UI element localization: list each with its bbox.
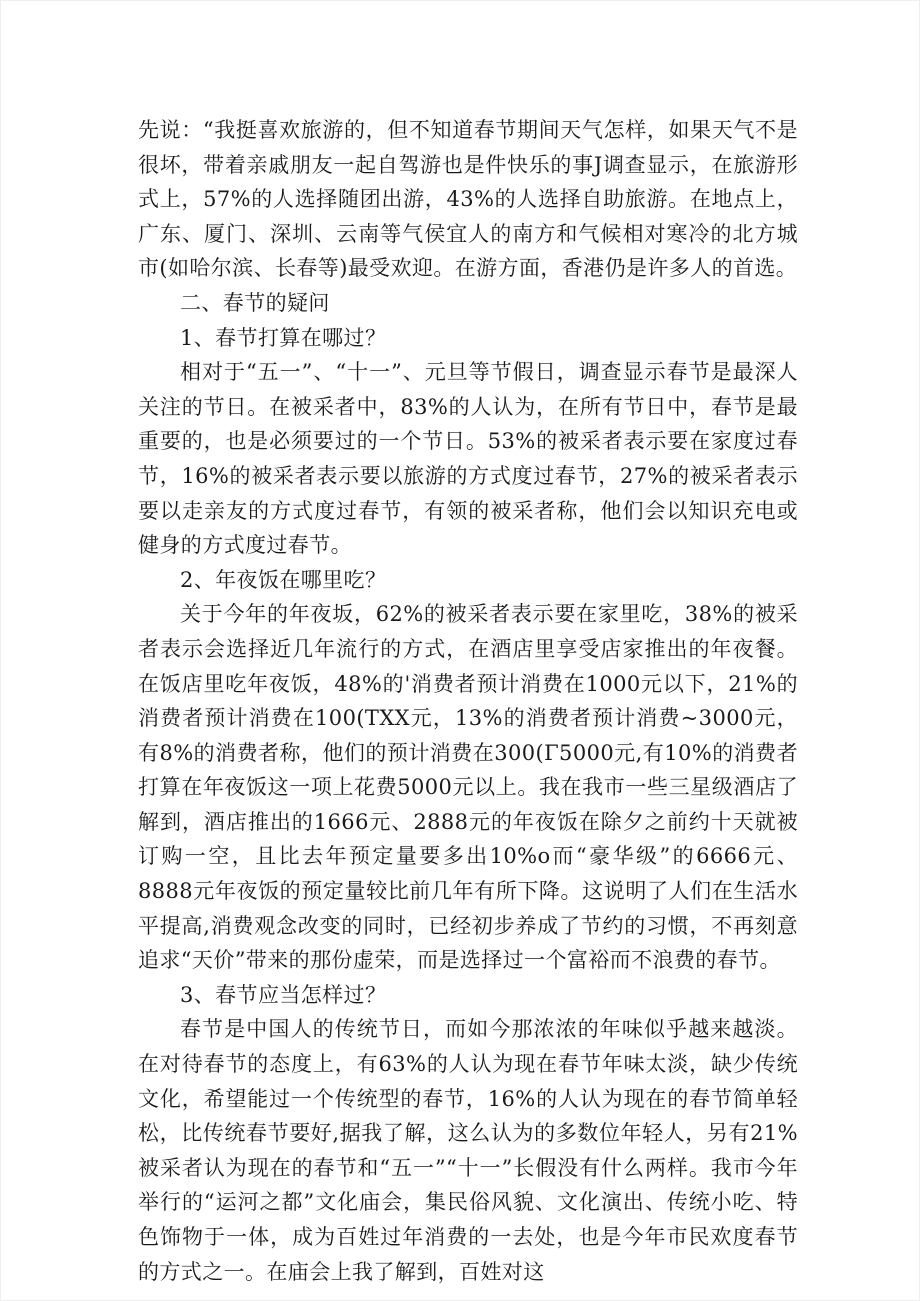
paragraph-travel-intro: 先说：“我挺喜欢旅游的，但不知道春节期间天气怎样，如果天气不是很坏，带着亲戚朋友一起自驾游也是件快乐的事J调查显示，在旅游形式上，57%的人选择随团出游，43%的人选择自助旅游。在地点上，广东、厦门、深圳、云南等气侯宜人的南方和气候相对寒冷的北方城市(如哈尔滨、长春等)最受欢迎。在游方面，香港仍是许多人的首选。 <box>138 118 798 281</box>
subheading-new-year-dinner: 2、年夜饭在哪里吃？ <box>180 567 387 592</box>
document-body <box>138 113 798 1289</box>
subheading-how-to-celebrate: 3、春节应当怎样过？ <box>180 982 387 1007</box>
paragraph-where-to-spend: 相对于“五一”、“十一”、元旦等节假日，调查显示春节是最深人关注的节日。在被采者中，83%的人认为，在所有节日中，春节是最重要的，也是必须要过的一个节日。53%的被采者表示要在家度过春节，16%的被采者表示要以旅游的方式度过春节，27%的被采者表示要以走亲友的方式度过春节，有领的被采者称，他们会以知识充电或健身的方式度过春节。 <box>138 360 798 558</box>
subheading-where-to-spend: 1、春节打算在哪过？ <box>180 325 387 350</box>
paragraph-how-to-celebrate: 春节是中国人的传统节日，而如今那浓浓的年味似乎越来越淡。在对待春节的态度上，有63%的人认为现在春节年味太淡，缺少传统文化，希望能过一个传统型的春节，16%的人认为现在的春节简单轻松，比传统春节要好,据我了解，这么认为的多数位年轻人，另有21%被采者认为现在的春节和“五一”“十一”长假没有什么两样。我市今年举行的“运河之都”文化庙会，集民俗风貌、文化演出、传统小吃、特色饰物于一体，成为百姓过年消费的一去处，也是今年市民欢度春节的方式之一。在庙会上我了解到，百姓对这 <box>138 1017 798 1284</box>
paragraph-new-year-dinner: 关于今年的年夜坂，62%的被采者表示要在家里吃，38%的被采者表示会选择近几年流行的方式，在酒店里享受店家推出的年夜餐。在饭店里吃年夜饭，48%的'消费者预计消费在1000元以下，21%的消费者预计消费在100(TXX元，13%的消费者预计消费~3000元，有8%的消费者称，他们的预计消费在300(Γ5000元,有10%的消费者打算在年夜饭这一项上花费5000元以上。我在我市一些三星级酒店了解到，酒店推出的1666元、2888元的年夜饭在除夕之前约十天就被订购一空，且比去年预定量要多出10%o而“豪华级”的6666元、8888元年夜饭的预定量较比前几年有所下降。这说明了人们在生活水平提高,消费观念改变的同时，已经初步养成了节约的习惯，不再刻意追求“天价”带来的那份虚荣，而是选择过一个富裕而不浪费的春节。 <box>138 602 798 973</box>
section-heading-questions: 二、春节的疑问 <box>180 290 330 315</box>
